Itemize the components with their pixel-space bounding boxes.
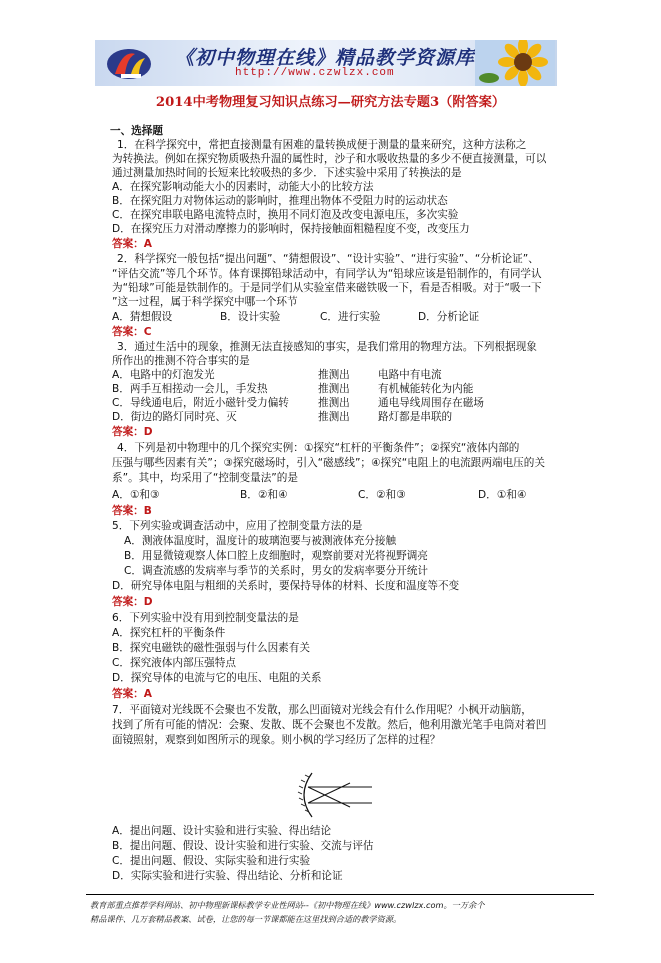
concave-mirror-diagram [292,769,374,821]
document-title: 2014中考物理复习知识点练习—研究方法专题3（附答案） [155,95,506,110]
q3-option-d-result: 路灯都是串联的 [378,411,453,423]
q6-option-d: D．探究导体的电流与它的电压、电阻的关系 [112,672,322,684]
q3-answer: 答案：D [112,426,153,438]
q1-option-b: B．在探究阻力对物体运动的影响时，推理出物体不受阻力时的运动状态 [112,195,448,207]
q2-stem-line: ”这一过程，属于科学探究中哪一个环节 [112,296,298,308]
q5-option-c: C．调查流感的发病率与季节的关系时，男女的发病率要分开统计 [124,565,429,577]
q3-option-a-infer: 推测出 [318,369,350,381]
banner-url: http://www.czwlzx.com [235,67,395,79]
q3-option-c: C．导线通电后，附近小磁针受力偏转 [112,397,289,409]
q2-option-c: C．进行实验 [320,311,381,323]
q3-stem-line: 3．通过生活中的现象，推测无法直接感知的事实，是我们常用的物理方法。下列根据现象 [117,341,537,353]
q4-stem-line: 系”。其中，均采用了“控制变量法”的是 [112,472,298,484]
q7-option-b: B．提出问题、假设、设计实验和进行实验、交流与评估 [112,840,374,852]
footer-line: 教育部重点推荐学科网站、初中物理新课标教学专业性网站--《初中物理在线》www.czwlzx.com。一万余个 [90,900,485,910]
q4-answer: 答案：B [112,505,152,517]
q7-option-a: A．提出问题、设计实验和进行实验、得出结论 [112,825,332,837]
q3-stem-line: 所作出的推测不符合事实的是 [112,355,250,367]
q5-option-a: A．测液体温度时，温度计的玻璃泡要与被测液体充分接触 [124,535,397,547]
footer-divider [86,894,594,895]
q7-stem-line: 7．平面镜对光线既不会聚也不发散，那么凹面镜对光线会有什么作用呢？小枫开动脑筋， [112,704,532,716]
q5-answer: 答案：D [112,596,153,608]
q3-option-b-infer: 推测出 [318,383,350,395]
q2-stem-line: 为“铅球”可能是铁制作的。于是同学们从实验室借来磁铁吸一下，看是否相吸。对于“吸一下 [112,282,542,294]
q7-option-d: D．实际实验和进行实验、得出结论、分析和论证 [112,870,343,882]
q4-option-b: B．②和④ [240,489,288,501]
q1-stem-line: 为转换法。例如在探究物质吸热升温的属性时，沙子和水吸收热量的多少不便直接测量，可以 [112,153,547,165]
q2-option-d: D．分析论证 [418,311,480,323]
q7-option-c: C．提出问题、假设、实际实验和进行实验 [112,855,311,867]
q3-option-b-result: 有机械能转化为内能 [378,383,474,395]
footer-line: 精品课件、几万套精品教案、试卷，让您的每一节课都能在这里找到合适的教学资源。 [90,914,402,924]
q2-answer: 答案：C [112,326,152,338]
q3-option-c-result: 通电导线周围存在磁场 [378,397,484,409]
q5-option-b: B．用显微镜观察人体口腔上皮细胞时，观察前要对光将视野调亮 [124,550,428,562]
q2-option-a: A．猜想假设 [112,311,173,323]
q1-stem-line: 1．在科学探究中，常把直接测量有困难的量转换成便于测量的量来研究，这种方法称之 [117,139,527,151]
q5-option-d: D．研究导体电阻与粗细的关系时，要保持导体的材料、长度和温度等不变 [112,580,460,592]
q2-stem-line: “评估交流”等几个环节。体育课掷铅球活动中，有同学认为“铅球应该是铅制作的，有同学认 [112,268,542,280]
q7-stem-line: 面镜照射，观察到如图所示的现象。则小枫的学习经历了怎样的过程？ [112,734,441,746]
q3-option-b: B．两手互相搓动一会儿，手发热 [112,383,268,395]
banner-title: 《初中物理在线》精品教学资源库 [175,47,476,69]
q6-option-c: C．探究液体内部压强特点 [112,657,236,669]
q1-option-d: D．在探究压力对滑动摩擦力的影响时，保持接触面粗糙程度不变，改变压力 [112,223,470,235]
header-banner [95,40,557,86]
sunflower-icon [475,40,555,86]
q3-option-a: A．电路中的灯泡发光 [112,369,215,381]
q1-option-a: A．在探究影响动能大小的因素时，动能大小的比较方法 [112,181,374,193]
q2-stem-line: 2．科学探究一般包括“提出问题”、“猜想假设”、“设计实验”、“进行实验”、“分析论证”、 [117,253,539,265]
q6-option-b: B．探究电磁铁的磁性强弱与什么因素有关 [112,642,310,654]
q4-stem-line: 4．下列是初中物理中的几个探究实例：①探究“杠杆的平衡条件”；②探究“液体内部的 [117,442,520,454]
q4-option-d: D．①和④ [478,489,527,501]
q1-stem-line: 通过测量加热时间的长短来比较吸热的多少．下述实验中采用了转换法的是 [112,167,462,179]
q4-option-a: A．①和③ [112,489,160,501]
q3-option-d: D．街边的路灯同时亮、灭 [112,411,237,423]
q1-option-c: C．在探究串联电路电流特点时，换用不同灯泡及改变电源电压，多次实验 [112,209,459,221]
q7-stem-line: 找到了所有可能的情况：会聚、发散、既不会聚也不发散。然后，他利用激光笔手电筒对着凹 [112,719,547,731]
site-logo-icon [105,44,153,82]
section-heading: 一、选择题 [110,125,163,137]
q6-option-a: A．探究杠杆的平衡条件 [112,627,226,639]
q1-answer: 答案：A [112,238,152,250]
q3-option-d-infer: 推测出 [318,411,350,423]
q4-option-c: C．②和③ [358,489,406,501]
q3-option-c-infer: 推测出 [318,397,350,409]
q6-answer: 答案：A [112,688,152,700]
q5-stem-line: 5．下列实验或调查活动中，应用了控制变量方法的是 [112,520,363,532]
q3-option-a-result: 电路中有电流 [378,369,442,381]
q6-stem-line: 6．下列实验中没有用到控制变量法的是 [112,612,299,624]
q2-option-b: B．设计实验 [220,311,281,323]
q4-stem-line: 压强与哪些因素有关”；③探究磁场时，引入“磁感线”；④探究“电阻上的电流跟两端电压的关 [112,457,545,469]
